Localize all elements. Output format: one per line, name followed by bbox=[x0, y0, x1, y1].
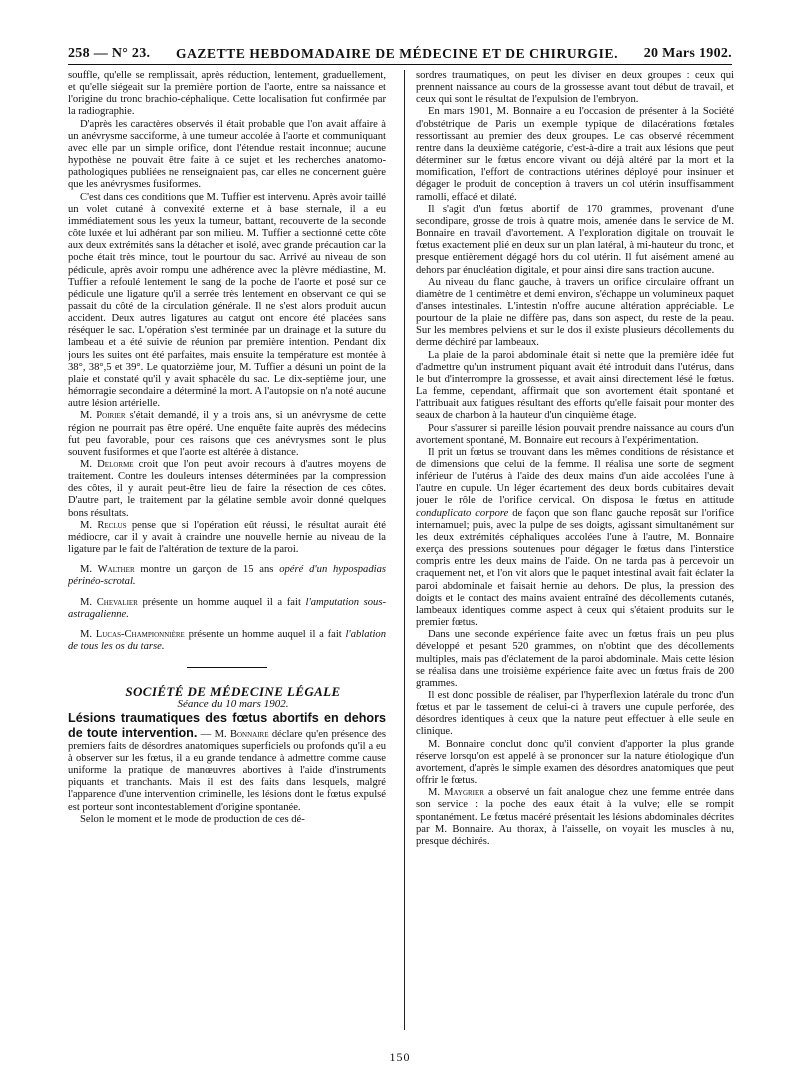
paragraph: Il s'agit d'un fœtus abortif de 170 grammes, provenant d'une secondipare, grosse de trois à quatre mois, amenée dans le service de M. Bonnaire en travail d'avortement. A l'exploration digitale on trouvait le fœtus exactement plié en deux sur un plan latéral, à mi-hauteur du tronc, et presque entièrement dégagé hors du col utérin. Il fut aisément amené au dehors par énucléation digitale, et pour ainsi dire sans traction aucune. bbox=[416, 203, 734, 276]
paragraph-text: pense que si l'opération eût réussi, le résultat aurait été médiocre, car il y avait à craindre une nouvelle hernie au niveau de la ligature par le fait de l'altération de texture de la paroi. bbox=[68, 519, 386, 556]
paragraph-text: s'était demandé, il y a trois ans, si un anévrysme de cette région ne pourrait pas être opéré. Une enquête faite auprès des médecins fut peu favorable, pour ces raisons que ces anévrysmes sont le plus souvent fusiformes et que l'aorte est altérée à distance. bbox=[68, 410, 386, 458]
paragraph: La plaie de la paroi abdominale était si nette que la première idée fut d'admettre qu'un instrument piquant avait été introduit dans l'utérus, dans le but d'interrompre la grossesse, et avait ainsi directement lésé le fœtus. La femme, cependant, affirmait que son avortement était spontané et l'attribuait aux fatigues résultant des efforts qu'elle faisait pour monter des seaux de charbon à la hauteur d'un cinquième étage. bbox=[416, 349, 734, 422]
paragraph-text: Il prit un fœtus se trouvant dans les mêmes conditions de résistance et de dimensions que celui de la femme. Il réalisa une sorte de segment inférieur de l'utérus à l'aide des deux mains d'un aide accolées l'une à l'autre en cupule. Un léger écartement des deux bords cubitaires devait jouer le rôle de l'orifice cervical. On disposa le fœtus en attitude bbox=[416, 446, 734, 507]
speaker-name: M. Reclus bbox=[80, 519, 127, 531]
speaker-name: M. Lucas-Championnière bbox=[80, 628, 185, 640]
paragraph-text: présente un homme auquel il a fait bbox=[184, 628, 346, 640]
paragraph: C'est dans ces conditions que M. Tuffier est intervenu. Après avoir taillé un volet cutané à convexité externe et à base sternale, il a eu immédiatement sous les yeux la tumeur, battant, recouverte de la seconde côte luxée et lui adhérant par son milieu. M. Tuffier a sectionné cette côte aux deux extrémités sans la détacher et isolé, avec grande précaution car la poche était très mince, tout le pourtour du sac. Arrivé au niveau de son pédicule, après avoir rompu une adhérence avec la plèvre médiastine, M. Tuffier a refoulé lentement le sang de la poche de l'aorte et posé sur ce pédicule une ligature qu'il a serrée très lentement en observant ce qui se passait du côté de la circulation générale. Il ne s'est alors produit aucun accident. Deux autres ligatures au catgut ont encore été placées sans réséquer le sac. L'opération s'est terminée par un drainage et la suture du lambeau et a été suivie de réunion par première intention. Pendant dix jours les suites ont été parfaites, mais ensuite la température est montée à 38°, 38°,5 et 39°. Le quatorzième jour, M. Tuffier a désuni un point de la plaie et constaté qu'il y avait sphacèle du sac. Le dix-septième jour, une hémorragie secondaire a déterminé la mort. A l'autopsie on n'a noté aucune autre lésion artérielle. bbox=[68, 191, 386, 410]
page-folio: 150 bbox=[389, 1050, 411, 1064]
paragraph: Pour s'assurer si pareille lésion pouvait prendre naissance au cours d'un avortement spontané, M. Bonnaire eut recours à l'expérimentation. bbox=[416, 422, 734, 446]
italic-text: l'amputation sous-astragalienne. bbox=[68, 596, 386, 620]
article-author: — M. Bonnaire bbox=[197, 728, 269, 740]
paragraph bbox=[416, 447, 734, 629]
paragraph bbox=[416, 787, 734, 848]
page-header bbox=[68, 44, 732, 65]
paragraph: souffle, qu'elle se remplissait, après réduction, lentement, graduellement, et qu'elle siégeait sur la première portion de l'aorte, entre sa naissance et l'origine du tronc brachio-céphalique. Cette localisation fut confirmée par la radiographie. bbox=[68, 70, 386, 118]
paragraph-text: présente un homme auquel il a fait bbox=[137, 596, 306, 608]
article-title: Lésions traumatiques des fœtus abortifs en dehors de toute intervention. bbox=[68, 710, 386, 740]
italic-text: l'ablation de tous les os du tarse. bbox=[68, 628, 386, 653]
paragraph: D'après les caractères observés il était probable que l'on avait affaire à un anévrysme sacciforme, à une tumeur accolée à l'aorte et communiquant avec elle par un simple orifice, dont l'étendue restait inconnue; aucune hypothèse ne pouvait être faite à ce sujet et les recherches anatomo-pathologiques publiées ne renseignaient pas, car elles ne concernent guère que les anévrysmes fusiformes. bbox=[68, 118, 386, 191]
announcement bbox=[68, 597, 386, 621]
section-divider bbox=[187, 667, 267, 668]
page-number-issue bbox=[68, 46, 150, 62]
paragraph bbox=[68, 410, 386, 459]
column-divider bbox=[404, 70, 405, 1030]
paragraph bbox=[68, 520, 386, 556]
paragraph: sordres traumatiques, on peut les diviser en deux groupes : ceux qui prennent naissance au cours de la grossesse avant tout début de travail, et ceux qui sont le résultat de l'expulsion de l'embryon. bbox=[416, 70, 734, 106]
journal-title: GAZETTE HEBDOMADAIRE DE MÉDECINE ET DE CHIRURGIE. bbox=[175, 46, 619, 61]
paragraph: Il est donc possible de réaliser, par l'hyperflexion latérale du tronc d'un fœtus et par le tassement de celui-ci à travers une cupule perforée, des désordres identiques à ceux que la nature peut effectuer à elle seule en clinique. bbox=[416, 689, 734, 738]
left-column bbox=[68, 70, 386, 1056]
paragraph: En mars 1901, M. Bonnaire a eu l'occasion de présenter à la Société d'obstétrique de Paris un exemple typique de dilacérations fœtales ressortissant au premier des deux groupes. Le cas observé récemment rentre dans la deuxième catégorie, c'est-à-dire a trait aux lésions que peut déterminer sur le fœtus encore vivant ou déjà altéré par la mort et la momification, l'effort de contractions utérines déployé pour insinuer et dégager le produit de conception à travers un col utérin insuffisamment ramolli, effacé et dilaté. bbox=[416, 106, 734, 203]
paragraph: M. Bonnaire conclut donc qu'il convient d'apporter la plus grande réserve lorsqu'on est appelé à se prononcer sur la nature étiologique d'un avortement, d'après le simple examen des désordres anatomiques que peut offrir le fœtus. bbox=[416, 738, 734, 787]
article-lead bbox=[68, 711, 386, 814]
announcement bbox=[68, 564, 386, 588]
speaker-name: M. Walther bbox=[80, 564, 135, 576]
page-number: 258 bbox=[68, 46, 90, 61]
society-heading: SOCIÉTÉ DE MÉDECINE LÉGALE bbox=[125, 684, 341, 700]
paragraph-text: de façon que son flanc gauche reposât sur l'orifice internamuel; puis, avec la pulpe de ses doigts, agissant simultanément sur les deux extrémités céphaliques accolées l'une à l'autre, M. Bonnaire exerça des pressions soutenues pour dégager le fœtus dans l'interstice compris entre les deux mains de l'aide. On ne tarda pas à percevoir un craquement net, et l'on vit alors que le paquet intestinal avait fait éclater la paroi abdominale et faisait hernie au dehors. De plus, la pression des doigts et le contact des mains avaient entraîné des décollements cutanés, lambeaux identiques comme aspect à ceux qui s'étaient produits sur le premier fœtus. bbox=[416, 507, 734, 629]
paragraph-text: croit que l'on peut avoir recours à d'autres moyens de traitement. Contre les douleurs intenses déterminées par la compression des côtes, il y aurait peut-être lieu de faire la résection de ces côtes. D'autre part, le traitement par la gélatine semble avoir donné quelques bons résultats. bbox=[68, 459, 386, 519]
speaker-name: M. Delorme bbox=[80, 459, 134, 470]
right-column bbox=[416, 70, 734, 1070]
speaker-name: M. Chevalier bbox=[80, 596, 138, 608]
paragraph: Au niveau du flanc gauche, à travers un orifice circulaire offrant un diamètre de 1 centimètre et demi environ, s'échappe un volumineux paquet d'anses intestinales. L'intestin n'offre aucune altération appréciable. Le pourtour de la plaie ne diffère pas, dans son aspect, du reste de la peau. Sur les membres pelviens et sur le dos il existe plusieurs décollements du derme déchiré par lambeaux. bbox=[416, 276, 734, 349]
paragraph bbox=[68, 459, 386, 520]
speaker-name: M. Maygrier bbox=[428, 787, 484, 799]
paragraph-text: montre un garçon de 15 ans bbox=[134, 564, 280, 576]
announcement bbox=[68, 629, 386, 653]
italic-text: conduplicato corpore bbox=[416, 507, 509, 519]
issue-number: — N° 23. bbox=[93, 46, 151, 61]
paragraph-text: a observé un fait analogue chez une femme entrée dans son service : la poche des eaux était à la vulve; elle se rompit spontanément. Le fœtus macéré présentait les lésions abdominales décrites par M. Bonnaire. Au thorax, à l'aisselle, on voyait les muscles à nu, presque déchirés. bbox=[416, 787, 734, 847]
session-date: Séance du 10 mars 1902. bbox=[177, 698, 289, 711]
paragraph: Selon le moment et le mode de production de ces dé- bbox=[80, 813, 305, 825]
speaker-name: M. Poirier bbox=[80, 410, 126, 422]
issue-date: 20 Mars 1902. bbox=[643, 46, 732, 61]
paragraph-text: déclare qu'en présence des premiers faits de désordres anatomiques superficiels ou profonds qu'il a eu à observer sur les fœtus, il a eu grande tendance à admettre comme cause uniforme la pratique de manœuvres abortives à l'aide d'instruments piquants et tranchants. Mais il est des faits dans lesquels, malgré l'apparence d'une intervention criminelle, les lésions dont le fœtus expulsé est porteur sont incontestablement d'origine spontanée. bbox=[68, 728, 386, 813]
paragraph: Dans une seconde expérience faite avec un fœtus frais un peu plus développé et pesant 520 grammes, on n'obtint que des décollements multiples, mais pas d'éclatement de la paroi abdominale. Mais cette lésion se réalisa dans une troisième expérience faite avec un fœtus frais de 200 grammes. bbox=[416, 629, 734, 689]
italic-text: opéré d'un hypospadias périnéo-scrotal. bbox=[68, 564, 386, 588]
